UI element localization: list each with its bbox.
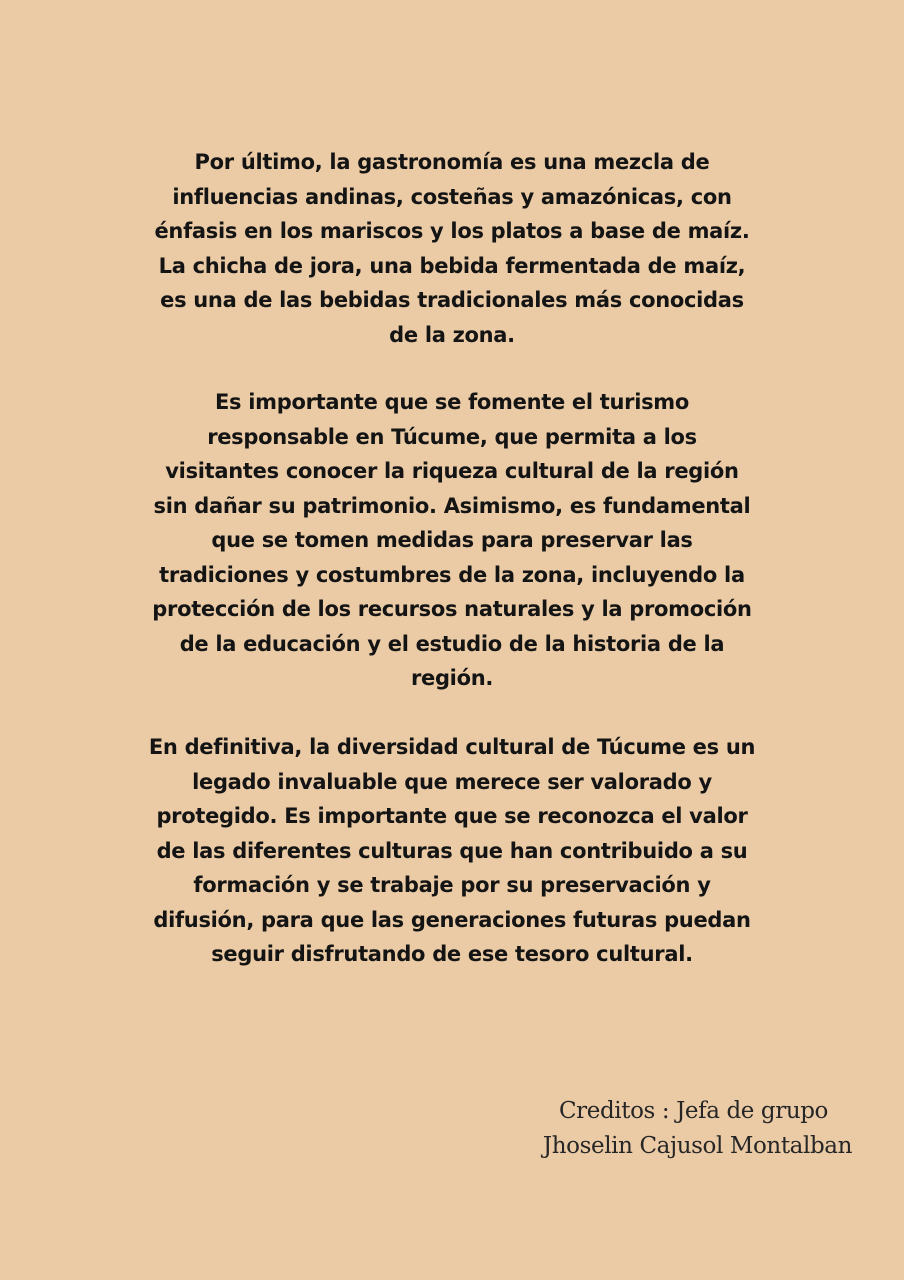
credits-role: Creditos : Jefa de grupo — [558, 1098, 828, 1124]
paragraph-line: responsable en Túcume, que permita a los — [207, 424, 697, 449]
paragraph-line: de la educación y el estudio de la historia de la — [179, 631, 725, 656]
paragraph-line: influencias andinas, costeñas y amazónicas, con — [172, 184, 732, 209]
paragraph-line: difusión, para que las generaciones futuras puedan — [153, 907, 751, 932]
paragraph-gastronomy — [110, 145, 794, 352]
paragraph-line: visitantes conocer la riqueza cultural de la región — [165, 459, 739, 483]
paragraph-line: formación y se trabaje por su preservación y — [193, 873, 711, 897]
paragraph-responsible-tourism — [110, 385, 794, 696]
paragraph-line: La chicha de jora, una bebida fermentada de maíz, — [158, 253, 746, 278]
credits-block — [543, 1094, 852, 1164]
paragraph-line: de las diferentes culturas que han contribuido a su — [156, 838, 748, 863]
paragraph-line: Por último, la gastronomía es una mezcla de — [194, 150, 710, 174]
paragraph-line: región. — [410, 666, 494, 690]
paragraph-line: En definitiva, la diversidad cultural de Túcume es un — [148, 735, 756, 759]
paragraph-line: énfasis en los mariscos y los platos a base de maíz. — [154, 219, 750, 243]
paragraph-line: seguir disfrutando de ese tesoro cultural. — [211, 942, 693, 966]
paragraph-line: protegido. Es importante que se reconozca el valor — [156, 804, 748, 828]
credits-author: Jhoselin Cajusol Montalban — [542, 1133, 852, 1159]
paragraph-line: de la zona. — [389, 322, 515, 347]
paragraph-line: es una de las bebidas tradicionales más conocidas — [160, 288, 744, 312]
paragraph-line: legado invaluable que merece ser valorado y — [192, 769, 712, 794]
paragraph-line: Es importante que se fomente el turismo — [214, 390, 690, 414]
paragraph-line: sin dañar su patrimonio. Asimismo, es fundamental — [153, 493, 751, 518]
paragraph-line: que se tomen medidas para preservar las — [211, 528, 693, 552]
paragraph-line: tradiciones y costumbres de la zona, incluyendo la — [159, 562, 745, 587]
paragraph-conclusion — [110, 730, 794, 972]
paragraph-line: protección de los recursos naturales y la promoción — [152, 597, 752, 621]
